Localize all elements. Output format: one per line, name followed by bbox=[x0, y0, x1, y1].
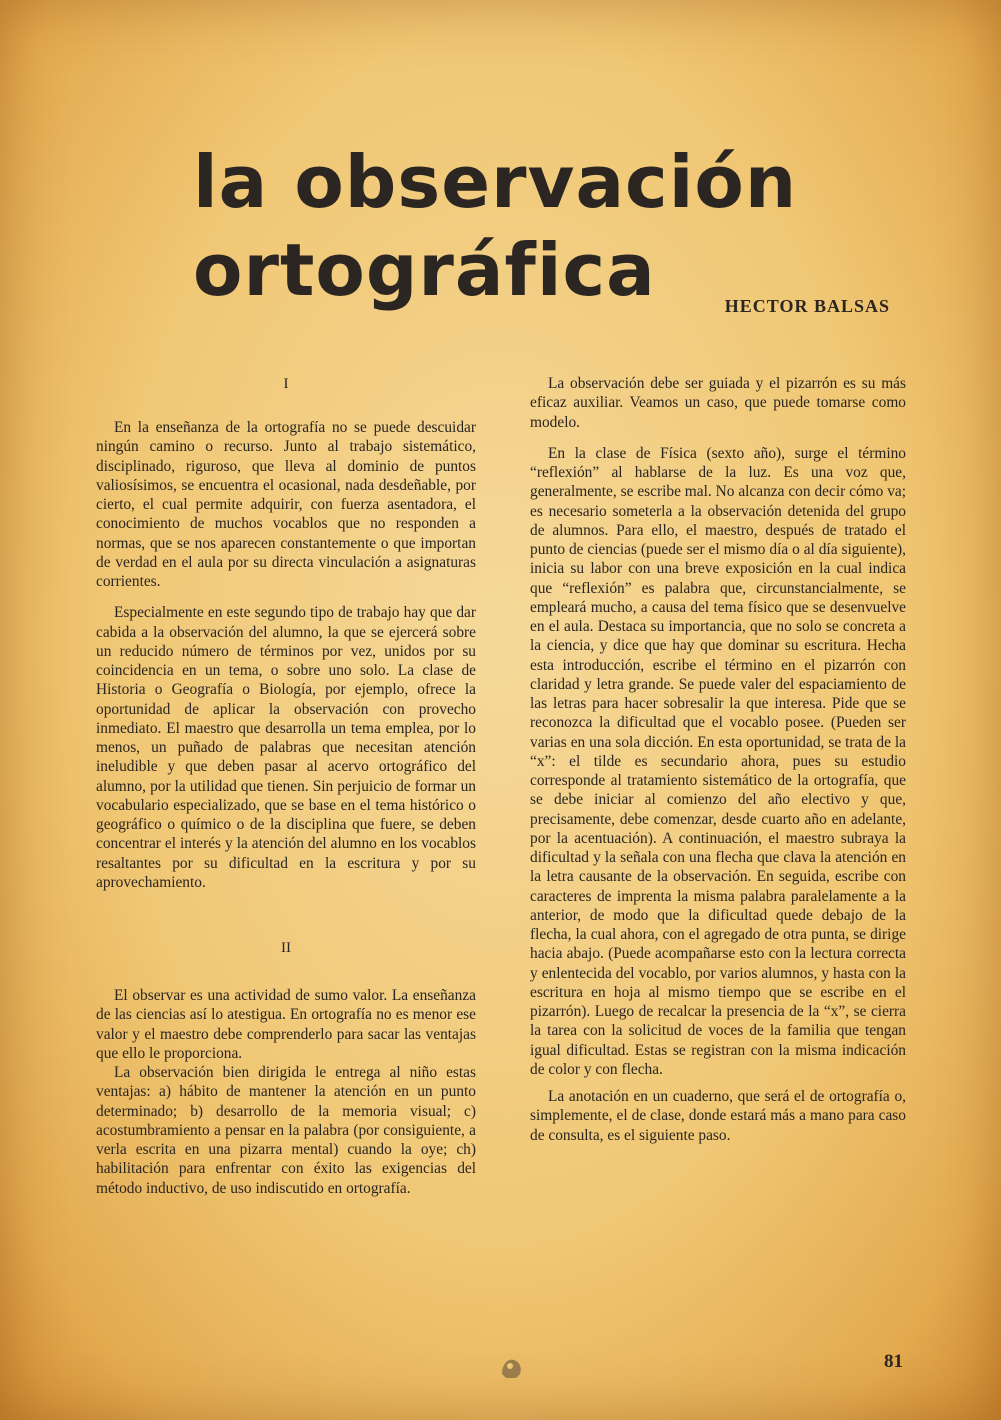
paragraph: La observación bien dirigida le entrega al niño estas ventajas: a) hábito de mantener la atención en un punto determinado; b) desarrollo de la memoria visual; c) acostumbramiento a pensar en la palabra (por consiguiente, a verla escrita en una pizarra mental) cuando la oye; ch) habilitación para enfrentar con éxito las exigencias del método inductivo, de uso indiscutido en ortografía. bbox=[96, 1064, 476, 1197]
author-name: HECTOR BALSAS bbox=[724, 296, 890, 316]
paragraph: Especialmente en este segundo tipo de trabajo hay que dar cabida a la observación del alumno, la que se ejercerá sobre un reducido número de términos por vez, unidos por su coincidencia en un tema, o sobre uno solo. La clase de Historia o Geografía o Biología, por ejemplo, ofrece la oportunidad de aplicar la observación con provecho inmediato. El maestro que desarrolla un tema emplea, por lo menos, un puñado de palabras que necesitan atención ineludible y que deben pasar al acervo ortográfico del alumno, por la utilidad que tienen. Sin perjuicio de formar un vocabulario especializado, que se base en el tema histórico o geográfico o químico o de la disciplina que fuere, se deben concentrar el interés y la atención del alumno en los vocablos resaltantes por su dificultad en la escritura y por su aprovechamiento. bbox=[96, 604, 476, 891]
paragraph: La observación debe ser guiada y el pizarrón es su más eficaz auxiliar. Veamos un caso, que puede tomarse como modelo. bbox=[530, 375, 906, 431]
publisher-logo-icon bbox=[496, 1352, 528, 1382]
article-title bbox=[193, 138, 833, 314]
section-number-1: I bbox=[283, 376, 289, 392]
paragraph: La anotación en un cuaderno, que será el de ortografía o, simplemente, el de clase, donde estará más a mano para caso de consulta, es el siguiente paso. bbox=[530, 1088, 906, 1144]
paragraph: En la clase de Física (sexto año), surge el término “reflexión” al hablarse de la luz. Es una voz que, generalmente, se escribe mal. No alcanza con decir cómo va; es necesario someterla a la observación detenida del grupo de alumnos. Para ello, el maestro, después de tratado el punto de ciencias (puede ser el mismo día o al día siguiente), inicia su labor con una breve exposición en la cual indica que “reflexión” es palabra que, circunstancialmente, se empleará mucho, a causa del tema físico que se desenvuelve en el aula. Destaca su importancia, que no solo se concreta a la ciencia, y dice que hay que dominar su escritura. Hecha esta introducción, escribe el término en el pizarrón con claridad y letra grande. Se puede valer del espaciamiento de las letras para hacer sobresalir la que interesa. Pide que se reconozca la dificultad que el vocablo posee. (Pueden ser varias en una sola dicción. En esta oportunidad, se trata de la “x”: el tilde es secundario ahora, pues su estudio corresponde al tratamiento sistemático de la ortografía, que se debe iniciar al comienzo del año electivo y que, precisamente, debe comenzar, desde cuarto año en adelante, por la acentuación). A continuación, el maestro subraya la dificultad y la señala con una flecha que clava la atención en la letra causante de la observación. En seguida, escribe con caracteres de imprenta la misma palabra paralelamente a la anterior, de modo que la dificultad quede debajo de la flecha, la cual ahora, con el agregado de otra punta, se dirige hacia abajo. (Puede acompañarse esto con la lectura correcta y enlentecida del vocablo, por varios alumnos, y hasta con la escritura en hoja al mismo tiempo que se escribe en el pizarrón). Luego de recalcar la presencia de la “x”, se cierra la tarea con la solicitud de voces de la familia que tengan igual dificultad. Estas se registran con la misma indicación de color y con flecha. bbox=[530, 444, 906, 1078]
section-number-2: II bbox=[281, 940, 291, 956]
paragraph: El observar es una actividad de sumo valor. La enseñanza de las ciencias así lo atestigua. En ortografía no es menor ese valor y el maestro debe comprenderlo para sacar las ventajas que ello le proporciona. bbox=[96, 987, 476, 1062]
left-column bbox=[96, 374, 476, 1198]
title-line-2: ortográfica bbox=[193, 228, 656, 312]
title-line-1: la observación bbox=[193, 140, 798, 224]
page-number: 81 bbox=[884, 1351, 903, 1372]
paragraph: En la enseñanza de la ortografía no se puede descuidar ningún camino o recurso. Junto al trabajo sistemático, disciplinado, riguroso, que lleva al dominio de puntos valiosísimos, se encuentra el ocasional, nada desdeñable, por cierto, el cual permite adquirir, con fuerza asentadora, el conocimiento de muchos vocablos que no responden a normas, que se nos aparecen constantemente o que importan de verdad en el aula por su directa vinculación a asignaturas corrientes. bbox=[96, 419, 476, 590]
right-column bbox=[530, 374, 906, 1145]
